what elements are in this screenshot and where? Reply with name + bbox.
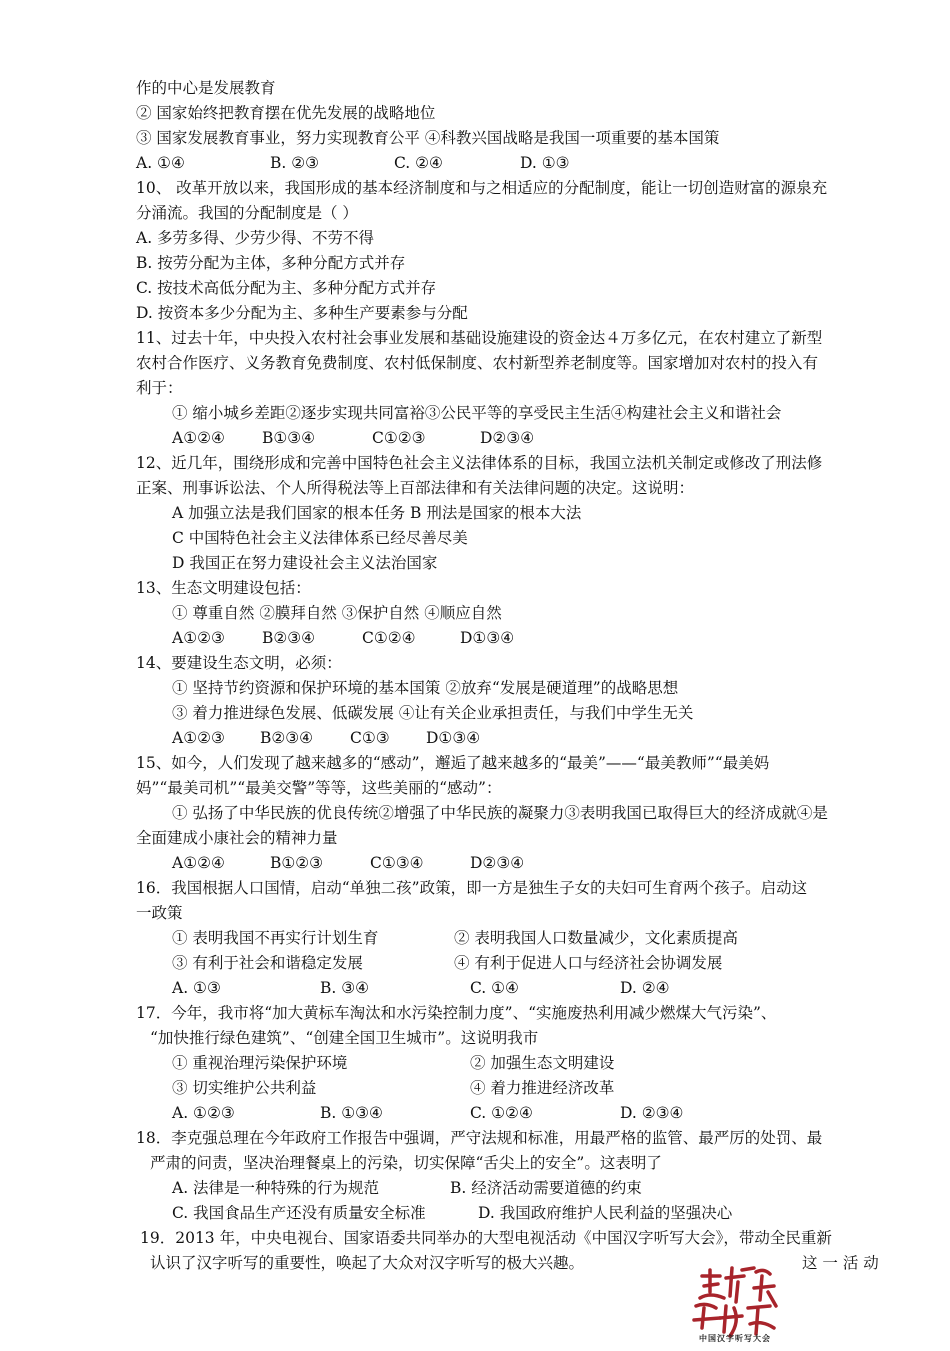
- answer-a: A①②③: [172, 729, 225, 747]
- text-segment: 这 一 活 动: [802, 1254, 879, 1272]
- question-14: 14、要建设生态文明，必须：: [136, 654, 342, 672]
- text-line: 利于：: [136, 379, 183, 397]
- option-c: C. 我国食品生产还没有质量安全标准: [172, 1204, 426, 1222]
- answer-d: D. ①③: [520, 154, 570, 172]
- answer-c: C. ①②④: [470, 1104, 533, 1122]
- option-1: ① 重视治理污染保护环境: [172, 1054, 348, 1072]
- answer-d: D①③④: [426, 729, 481, 747]
- text-segment: 认识了汉字听写的重要性，唤起了大众对汉字听写的极大兴趣。: [150, 1254, 585, 1272]
- answer-b: B①②③: [270, 854, 324, 872]
- answer-c: C①②④: [362, 629, 416, 647]
- answer-a: A. ①③: [172, 979, 221, 997]
- answer-d: D①③④: [460, 629, 515, 647]
- option-b: B. 按劳分配为主体，多种分配方式并存: [136, 254, 406, 272]
- answer-b: B①③④: [262, 429, 316, 447]
- option-1: ① 表明我国不再实行计划生育: [172, 929, 379, 947]
- answer-row: [136, 151, 570, 176]
- option-b: B. 经济活动需要道德的约束: [450, 1179, 642, 1197]
- answer-d: D②③④: [470, 854, 525, 872]
- question-12: 12、近几年，围绕形成和完善中国特色社会主义法律体系的目标，我国立法机关制定或修改了刑法修: [136, 454, 823, 472]
- answer-c: C. ①④: [470, 979, 519, 997]
- answer-c: C. ②④: [394, 154, 443, 172]
- option-row: [172, 926, 738, 951]
- option-a: A. 法律是一种特殊的行为规范: [172, 1179, 380, 1197]
- question-19: 19．2013 年，中央电视台、国家语委共同举办的大型电视活动《中国汉字听写大会》，带动全民重新: [140, 1229, 832, 1247]
- answer-b: B. ②③: [270, 154, 320, 172]
- text-line: 分涌流。我国的分配制度是（ ）: [136, 204, 358, 222]
- answer-row: [172, 851, 524, 876]
- question-18: 18．李克强总理在今年政府工作报告中强调，严守法规和标准，用最严格的监管、最严厉的处罚、最: [136, 1129, 823, 1147]
- option-line: ① 尊重自然 ②膜拜自然 ③保护自然 ④顺应自然: [172, 604, 502, 622]
- answer-row: [172, 626, 514, 651]
- option-a: A. 多劳多得、少劳少得、不劳不得: [136, 229, 375, 247]
- question-17: 17．今年，我市将“加大黄标车淘汰和水污染控制力度”、“实施废热利用减少燃煤大气污染”、: [136, 1004, 777, 1022]
- option-line: ② 国家始终把教育摆在优先发展的战略地位: [136, 104, 436, 122]
- text-line: 正案、刑事诉讼法、个人所得税法等上百部法律和有关法律问题的决定。这说明：: [136, 479, 695, 497]
- text-line: 农村合作医疗、义务教育免费制度、农村低保制度、农村新型养老制度等。国家增加对农村的投入有: [136, 354, 819, 372]
- question-13: 13、生态文明建设包括：: [136, 579, 311, 597]
- option-d: D. 按资本多少分配为主、多种生产要素参与分配: [136, 304, 468, 322]
- option-3: ③ 切实维护公共利益: [172, 1079, 317, 1097]
- logo-caption: 中国汉字听写大会: [699, 1334, 771, 1343]
- option-line: ③ 国家发展教育事业，努力实现教育公平 ④科教兴国战略是我国一项重要的基本国策: [136, 129, 720, 147]
- option-line: ③ 着力推进绿色发展、低碳发展 ④让有关企业承担责任，与我们中学生无关: [172, 704, 694, 722]
- option-line: ① 弘扬了中华民族的优良传统②增强了中华民族的凝聚力③表明我国已取得巨大的经济成就④是: [172, 804, 828, 822]
- answer-c: C①③④: [370, 854, 424, 872]
- answer-a: A①②④: [172, 429, 225, 447]
- answer-row: [172, 426, 534, 451]
- option-line: ① 缩小城乡差距②逐步实现共同富裕③公民平等的享受民主生活④构建社会主义和谐社会: [172, 404, 782, 422]
- answer-c: C①②③: [372, 429, 426, 447]
- option-line: ① 坚持节约资源和保护环境的基本国策 ②放弃“发展是硬道理”的战略思想: [172, 679, 679, 697]
- option-c: C. 按技术高低分配为主、多种分配方式并存: [136, 279, 437, 297]
- answer-b: B②③④: [262, 629, 316, 647]
- option-c: C 中国特色社会主义法律体系已经尽善尽美: [172, 529, 468, 547]
- option-4: ④ 着力推进经济改革: [470, 1079, 615, 1097]
- answer-b: B. ①③④: [320, 1104, 383, 1122]
- answer-row: [172, 1101, 683, 1126]
- answer-d: D②③④: [480, 429, 535, 447]
- answer-d: D. ②③④: [620, 1104, 684, 1122]
- option-row: [172, 1201, 732, 1226]
- option-line: A 加强立法是我们国家的根本任务 B 刑法是国家的根本大法: [172, 504, 582, 522]
- answer-d: D. ②④: [620, 979, 670, 997]
- text-line: 一政策: [136, 904, 183, 922]
- answer-b: B. ③④: [320, 979, 370, 997]
- answer-a: A①②③: [172, 629, 225, 647]
- text-line: 妈”“最美司机”“最美交警”等等，这些美丽的“感动”：: [136, 779, 502, 797]
- text-line: 严肃的问责，坚决治理餐桌上的污染，切实保障“舌尖上的安全”。这表明了: [150, 1154, 662, 1172]
- question-11: 11、过去十年，中央投入农村社会事业发展和基础设施建设的资金达４万多亿元，在农村建立了新型: [136, 329, 823, 347]
- option-row: [172, 1076, 614, 1101]
- answer-b: B②③④: [260, 729, 314, 747]
- option-2: ② 表明我国人口数量减少，文化素质提高: [454, 929, 738, 947]
- question-15: 15、如今，人们发现了越来越多的“感动”，邂逅了越来越多的“最美”——“最美教师”“最美妈: [136, 754, 770, 772]
- option-d: D. 我国政府维护人民利益的坚强决心: [478, 1204, 733, 1222]
- answer-c: C①③: [350, 729, 390, 747]
- answer-row: [172, 976, 670, 1001]
- text-line: 全面建成小康社会的精神力量: [136, 829, 338, 847]
- option-row: [172, 951, 722, 976]
- option-d: D 我国正在努力建设社会主义法治国家: [172, 554, 438, 572]
- option-row: [172, 1051, 614, 1076]
- answer-row: [172, 726, 480, 751]
- question-10: 10、 改革开放以来，我国形成的基本经济制度和与之相适应的分配制度，能让一切创造财富的源泉充: [136, 179, 828, 197]
- text-line: 作的中心是发展教育: [136, 79, 276, 97]
- option-row: [172, 1176, 642, 1201]
- text-line: “加快推行绿色建筑”、“创建全国卫生城市”。这说明我市: [150, 1029, 539, 1047]
- option-3: ③ 有利于社会和谐稳定发展: [172, 954, 363, 972]
- question-16: 16．我国根据人口国情，启动“单独二孩”政策，即一方是独生子女的夫妇可生育两个孩子。启动这: [136, 879, 808, 897]
- answer-a: A①②④: [172, 854, 225, 872]
- answer-a: A. ①④: [136, 154, 185, 172]
- option-4: ④ 有利于促进人口与经济社会协调发展: [454, 954, 723, 972]
- answer-a: A. ①②③: [172, 1104, 235, 1122]
- option-2: ② 加强生态文明建设: [470, 1054, 615, 1072]
